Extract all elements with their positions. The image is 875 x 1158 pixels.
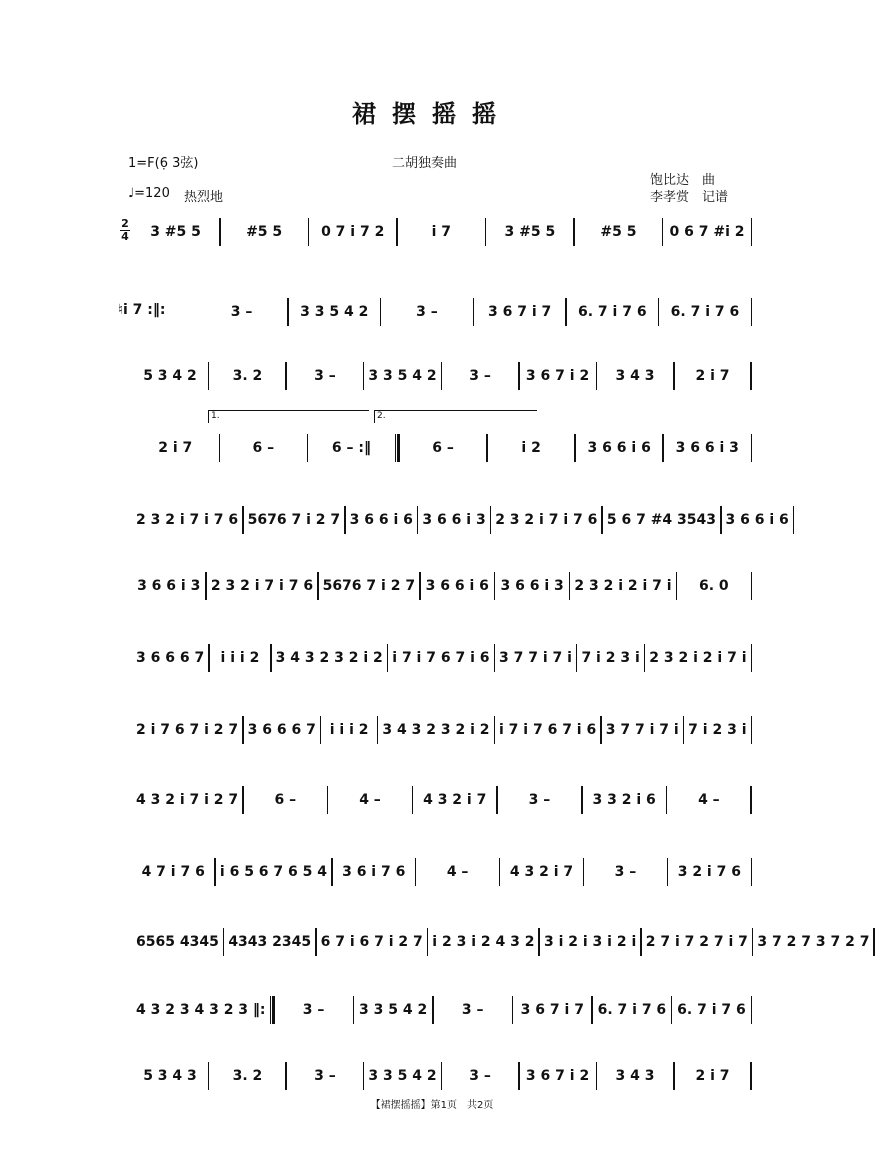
page-footer: 【裙摆摇摇】第1页 共2页 bbox=[370, 1100, 494, 1111]
measure: 0 6 7 #i 2 bbox=[669, 224, 745, 240]
measure: 3 6 6 i 6 bbox=[587, 440, 651, 456]
measure: 3 2 i 7 6 bbox=[677, 864, 741, 880]
measure: 4 – bbox=[359, 792, 381, 808]
bar-line bbox=[750, 786, 752, 814]
tempo-mark: ♩=120 bbox=[128, 186, 170, 201]
measure: 3 7 7 i 7 i bbox=[499, 650, 572, 666]
measure: 3 6 6 i 6 bbox=[425, 578, 489, 594]
measure: 3 3 5 4 2 bbox=[368, 1068, 437, 1084]
measure: 2 7 i 7 2 7 i 7 bbox=[645, 934, 748, 950]
notation-line bbox=[118, 780, 752, 820]
measure: 3 6 6 6 7 bbox=[136, 650, 205, 666]
volta-second-ending: 2. bbox=[374, 410, 537, 423]
measure: 6. 7 i 7 6 bbox=[597, 1002, 667, 1018]
measure: 7 i 2 3 i bbox=[688, 722, 747, 738]
genre-label: 二胡独奏曲 bbox=[392, 156, 458, 171]
measure: i 6 5 6 7 6 5 4 bbox=[219, 864, 328, 880]
measure: 3. 2 bbox=[232, 1068, 263, 1084]
measure: 3 6 6 i 6 bbox=[349, 512, 413, 528]
time-signature-bottom: 4 bbox=[121, 230, 129, 243]
notation-line bbox=[118, 500, 789, 540]
measure: 3 6 7 i 2 bbox=[525, 368, 590, 384]
measure: 7 i 2 3 i bbox=[581, 650, 640, 666]
measure: 3 #5 5 bbox=[504, 224, 556, 240]
notation-line bbox=[118, 710, 752, 750]
measure: i 7 i 7 6 7 i 6 bbox=[499, 722, 597, 738]
notation-line bbox=[118, 922, 870, 962]
measure: 4343 2345 bbox=[228, 934, 312, 950]
measure: 3 3 5 4 2 bbox=[368, 368, 437, 384]
notation-line bbox=[118, 566, 752, 606]
measure: 3 – bbox=[469, 1068, 491, 1084]
measure: 3 – bbox=[314, 368, 336, 384]
measure: 4 3 2 3 4 3 2 3 ‖: bbox=[136, 1002, 266, 1018]
measure: 2 i 7 bbox=[695, 368, 730, 384]
measure: 0 7 i 7 2 bbox=[321, 224, 385, 240]
bar-line bbox=[751, 858, 753, 886]
bar-line bbox=[793, 506, 795, 534]
measure: 3 4 3 2 3 2 i 2 bbox=[275, 650, 383, 666]
measure: 6565 4345 bbox=[136, 934, 219, 950]
measure: 5 3 4 2 bbox=[143, 368, 197, 384]
measure: 4 – bbox=[698, 792, 720, 808]
measure: 2 3 2 i 2 i 7 i bbox=[649, 650, 747, 666]
measure: i 7 i 7 6 7 i 6 bbox=[392, 650, 490, 666]
measure: 3 6 6 i 3 bbox=[675, 440, 739, 456]
measure: 3 – bbox=[302, 1002, 325, 1018]
measure: 6 – bbox=[252, 440, 275, 456]
measure: 3 4 3 2 3 2 i 2 bbox=[382, 722, 490, 738]
measure: 4 3 2 i 7 bbox=[423, 792, 487, 808]
measure: 3 – bbox=[461, 1002, 484, 1018]
measure: 2 3 2 i 7 i 7 6 bbox=[210, 578, 314, 594]
measure: 2 3 2 i 2 i 7 i bbox=[574, 578, 672, 594]
bar-line bbox=[751, 572, 753, 600]
measure: 5 3 4 3 bbox=[143, 1068, 197, 1084]
bar-line bbox=[751, 716, 753, 744]
notation-line bbox=[118, 638, 752, 678]
measure: i 2 bbox=[521, 440, 541, 456]
notation-line bbox=[118, 212, 752, 252]
measure: 2 i 7 bbox=[158, 440, 193, 456]
measure: 4 3 2 i 7 i 2 7 bbox=[136, 792, 239, 808]
measure: 6. 7 i 7 6 bbox=[577, 304, 647, 320]
bar-line bbox=[751, 298, 753, 326]
line-lead-notes: ♮i 7 :‖: bbox=[118, 302, 166, 318]
measure: 3 i 2 i 3 i 2 i bbox=[543, 934, 637, 950]
measure: 3 6 6 i 3 bbox=[422, 512, 486, 528]
measure: 2 i 7 bbox=[695, 1068, 730, 1084]
measure: 3 6 7 i 7 bbox=[487, 304, 552, 320]
measure: i 7 bbox=[431, 224, 451, 240]
measure: 6. 7 i 7 6 bbox=[670, 304, 740, 320]
measure: 3 3 2 i 6 bbox=[592, 792, 656, 808]
measure: 3 4 3 bbox=[615, 368, 655, 384]
measure: 5676 7 i 2 7 bbox=[322, 578, 416, 594]
measure: 4 – bbox=[446, 864, 469, 880]
measure: 3 – bbox=[230, 304, 253, 320]
measure: 3. 2 bbox=[232, 368, 263, 384]
bar-line bbox=[751, 644, 753, 672]
measure: 3 6 6 i 3 bbox=[500, 578, 564, 594]
measure: 3 6 6 6 7 bbox=[247, 722, 316, 738]
bar-line bbox=[751, 996, 753, 1024]
measure: 3 6 6 i 3 bbox=[137, 578, 201, 594]
measure: 5 6 7 #4 3543 bbox=[606, 512, 717, 528]
measure: 3 7 2 7 3 7 2 7 bbox=[757, 934, 870, 950]
measure: i 2 3 i 2 4 3 2 bbox=[432, 934, 535, 950]
measure: 3 3 5 4 2 bbox=[359, 1002, 428, 1018]
bar-line bbox=[751, 434, 753, 462]
measure: 3 6 i 7 6 bbox=[342, 864, 406, 880]
composer-credit: 饱比达 曲 bbox=[650, 173, 716, 188]
bar-line bbox=[751, 218, 753, 246]
volta-first-ending: 1. bbox=[208, 410, 369, 423]
expression-mark: 热烈地 bbox=[184, 190, 224, 205]
measure: 3 #5 5 bbox=[150, 224, 201, 240]
measure: 3 4 3 bbox=[615, 1068, 655, 1084]
page-title: 裙摆摇摇 bbox=[352, 99, 512, 128]
notation-line bbox=[118, 292, 752, 332]
measure: 6 – bbox=[432, 440, 454, 456]
bar-line bbox=[750, 1062, 752, 1090]
measure: 4 7 i 7 6 bbox=[141, 864, 205, 880]
measure: 5676 7 i 2 7 bbox=[247, 512, 341, 528]
measure: 3 6 6 i 6 bbox=[725, 512, 789, 528]
measure: #5 5 bbox=[246, 224, 283, 240]
measure: 6. 7 i 7 6 bbox=[677, 1002, 746, 1018]
measure: 6. 0 bbox=[698, 578, 729, 594]
notation-line bbox=[118, 356, 752, 396]
measure: 2 3 2 i 7 i 7 6 bbox=[495, 512, 598, 528]
measure: 3 – bbox=[469, 368, 491, 384]
bar-line bbox=[750, 362, 752, 390]
measure: 6 – bbox=[274, 792, 297, 808]
key-signature: 1=F(6̣ 3弦) bbox=[128, 156, 199, 171]
measure: #5 5 bbox=[600, 224, 637, 240]
measure: 3 6 7 i 7 bbox=[520, 1002, 584, 1018]
measure: 6 – :‖ bbox=[331, 440, 371, 456]
measure: i i i 2 bbox=[329, 722, 369, 738]
notation-line bbox=[118, 852, 752, 892]
measure: 3 – bbox=[528, 792, 551, 808]
measure: 6 7 i 6 7 i 2 7 bbox=[320, 934, 423, 950]
measure: 3 7 7 i 7 i bbox=[605, 722, 679, 738]
measure: 3 – bbox=[614, 864, 637, 880]
measure: 3 6 7 i 2 bbox=[525, 1068, 590, 1084]
measure: 3 – bbox=[314, 1068, 336, 1084]
notation-line bbox=[118, 428, 752, 468]
measure: 2 3 2 i 7 i 7 6 bbox=[136, 512, 239, 528]
notation-line bbox=[118, 1056, 752, 1096]
measure: 2 i 7 6 7 i 2 7 bbox=[136, 722, 239, 738]
measure: 4 3 2 i 7 bbox=[509, 864, 574, 880]
measure: 3 3 5 4 2 bbox=[300, 304, 369, 320]
time-signature-top: 2 bbox=[121, 217, 129, 230]
transcriber-credit: 李孝赏 记谱 bbox=[650, 190, 729, 205]
measure: i i i 2 bbox=[220, 650, 260, 666]
measure: 3 – bbox=[416, 304, 438, 320]
notation-line bbox=[118, 990, 752, 1030]
